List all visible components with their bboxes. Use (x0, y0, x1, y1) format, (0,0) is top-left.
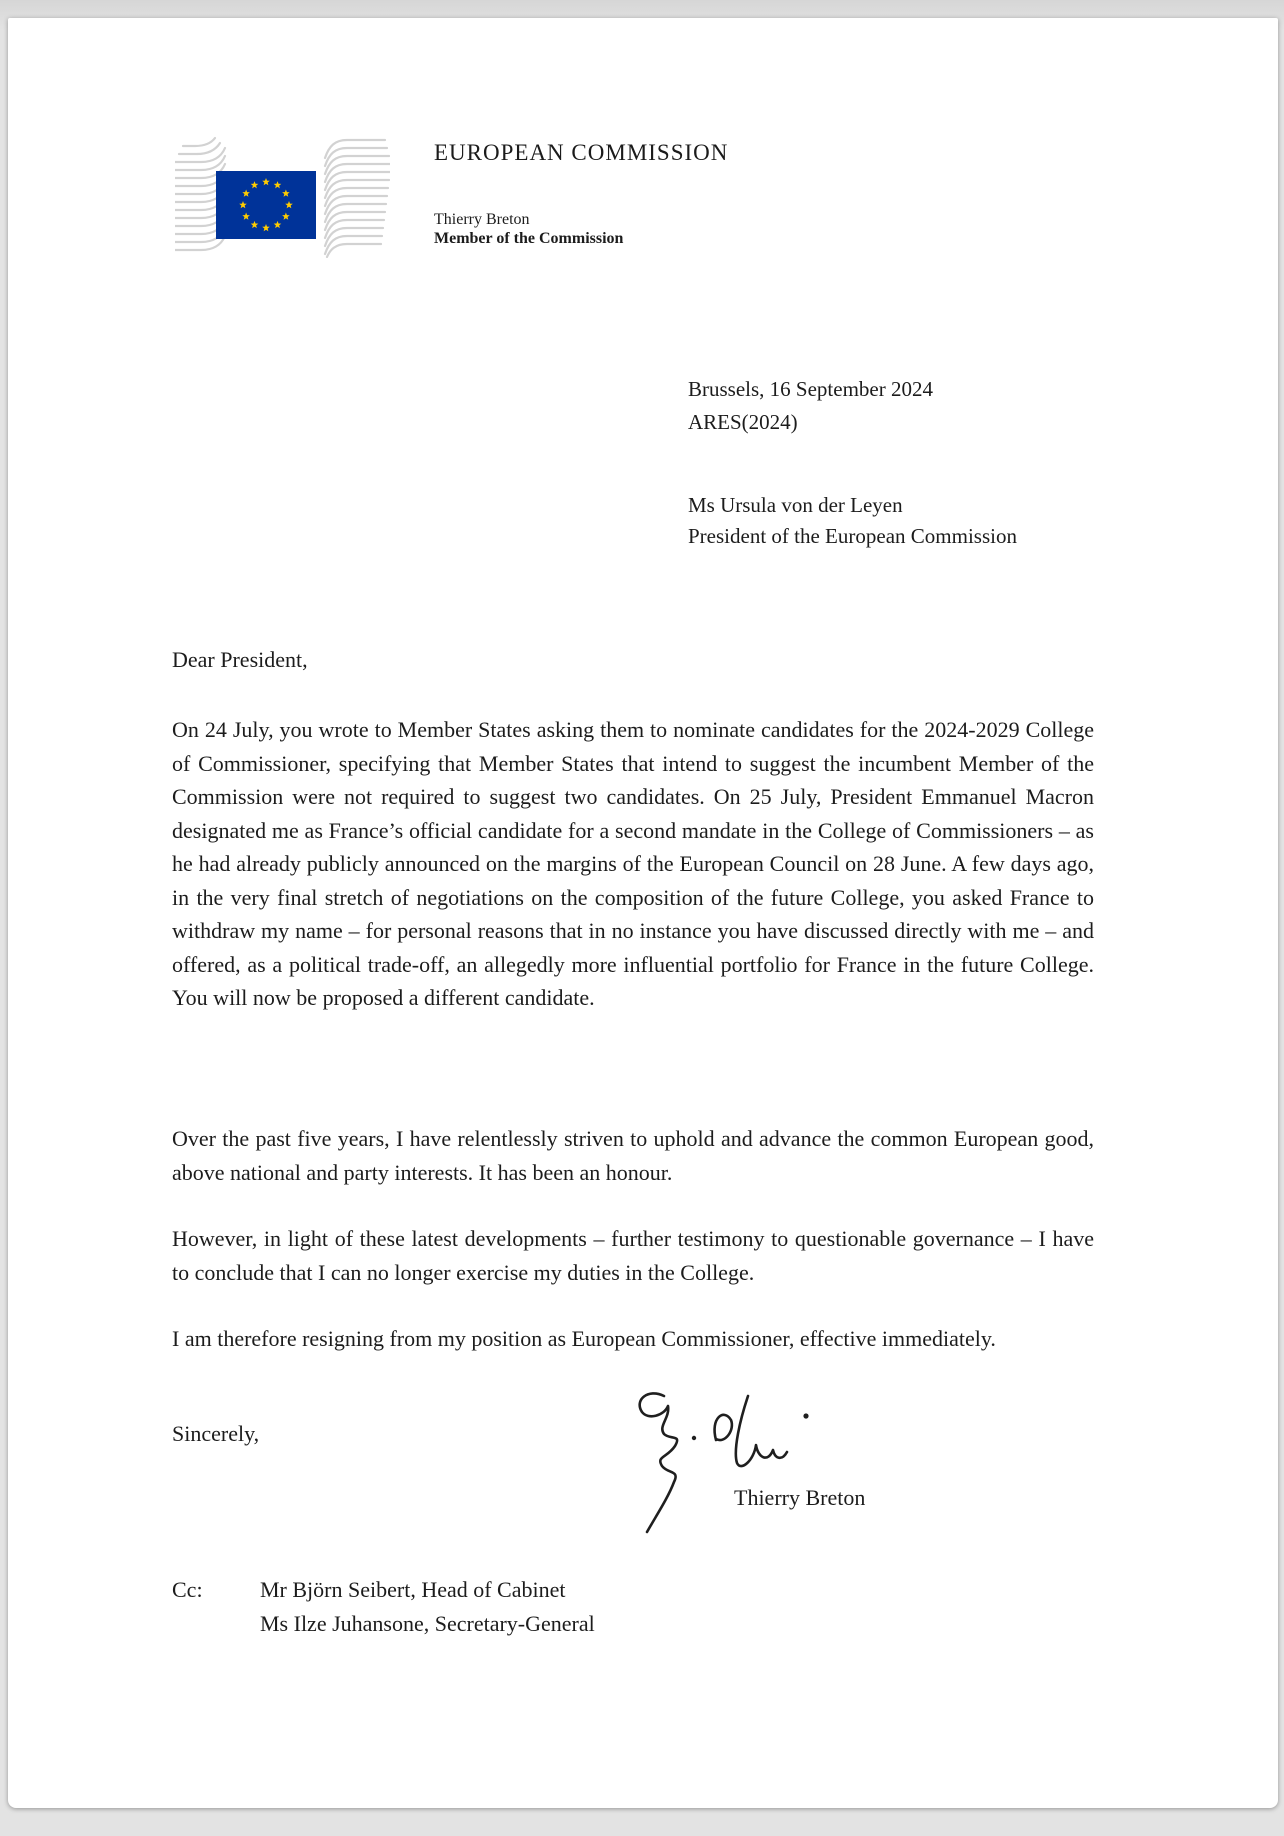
paragraph-1: On 24 July, you wrote to Member States asking them to nominate candidates for the 2024-2029 College of Commissioner, specifying that Member States that intend to suggest the incumbent Member of the Commission were not required to suggest two candidates. On 25 July, President Emmanuel Macron designated me as France’s official candidate for a second mandate in the College of Commissioners – as he had already publicly announced on the margins of the European Council on 28 June. A few days ago, in the very final stretch of negotiations on the composition of the future College, you asked France to withdraw my name – for personal reasons that in no instance you have discussed directly with me – and offered, as a political trade-off, an allegedly more influential portfolio for France in the future College. You will now be proposed a different candidate. (172, 717, 1094, 1010)
paragraph-2: Over the past five years, I have relentlessly striven to uphold and advance the common European good, above national and party interests. It has been an honour. (172, 1126, 1094, 1185)
recipient-name: Ms Ursula von der Leyen (688, 493, 903, 517)
recipient-title: President of the European Commission (688, 524, 1017, 548)
paragraph-3: However, in light of these latest developments – further testimony to questionable governance – I have to conclude that I can no longer exercise my duties in the College. (172, 1226, 1094, 1285)
institution-title: EUROPEAN COMMISSION (434, 140, 729, 165)
salutation: Dear President, (172, 647, 308, 672)
place-date: Brussels, 16 September 2024 (688, 377, 933, 401)
cc-label: Cc: (172, 1577, 203, 1602)
letterhead-author-title: Member of the Commission (434, 230, 624, 247)
paragraph-4: I am therefore resigning from my position as European Commissioner, effective immediately. (172, 1326, 996, 1351)
closing: Sincerely, (172, 1421, 260, 1446)
reference-number: ARES(2024) (688, 410, 798, 434)
cc-entry-1: Mr Björn Seibert, Head of Cabinet (260, 1577, 566, 1602)
logo-right-lines (325, 140, 390, 257)
letterhead-author-name: Thierry Breton (434, 211, 530, 228)
date-reference-block (688, 373, 933, 439)
cc-entry-2: Ms Ilze Juhansone, Secretary-General (260, 1611, 595, 1636)
letter-page (8, 18, 1278, 1808)
handwritten-signature (620, 1386, 820, 1541)
cc-block (172, 1573, 595, 1641)
recipient-block (688, 490, 1017, 552)
signature-name: Thierry Breton (734, 1485, 866, 1510)
european-commission-logo (175, 126, 390, 258)
